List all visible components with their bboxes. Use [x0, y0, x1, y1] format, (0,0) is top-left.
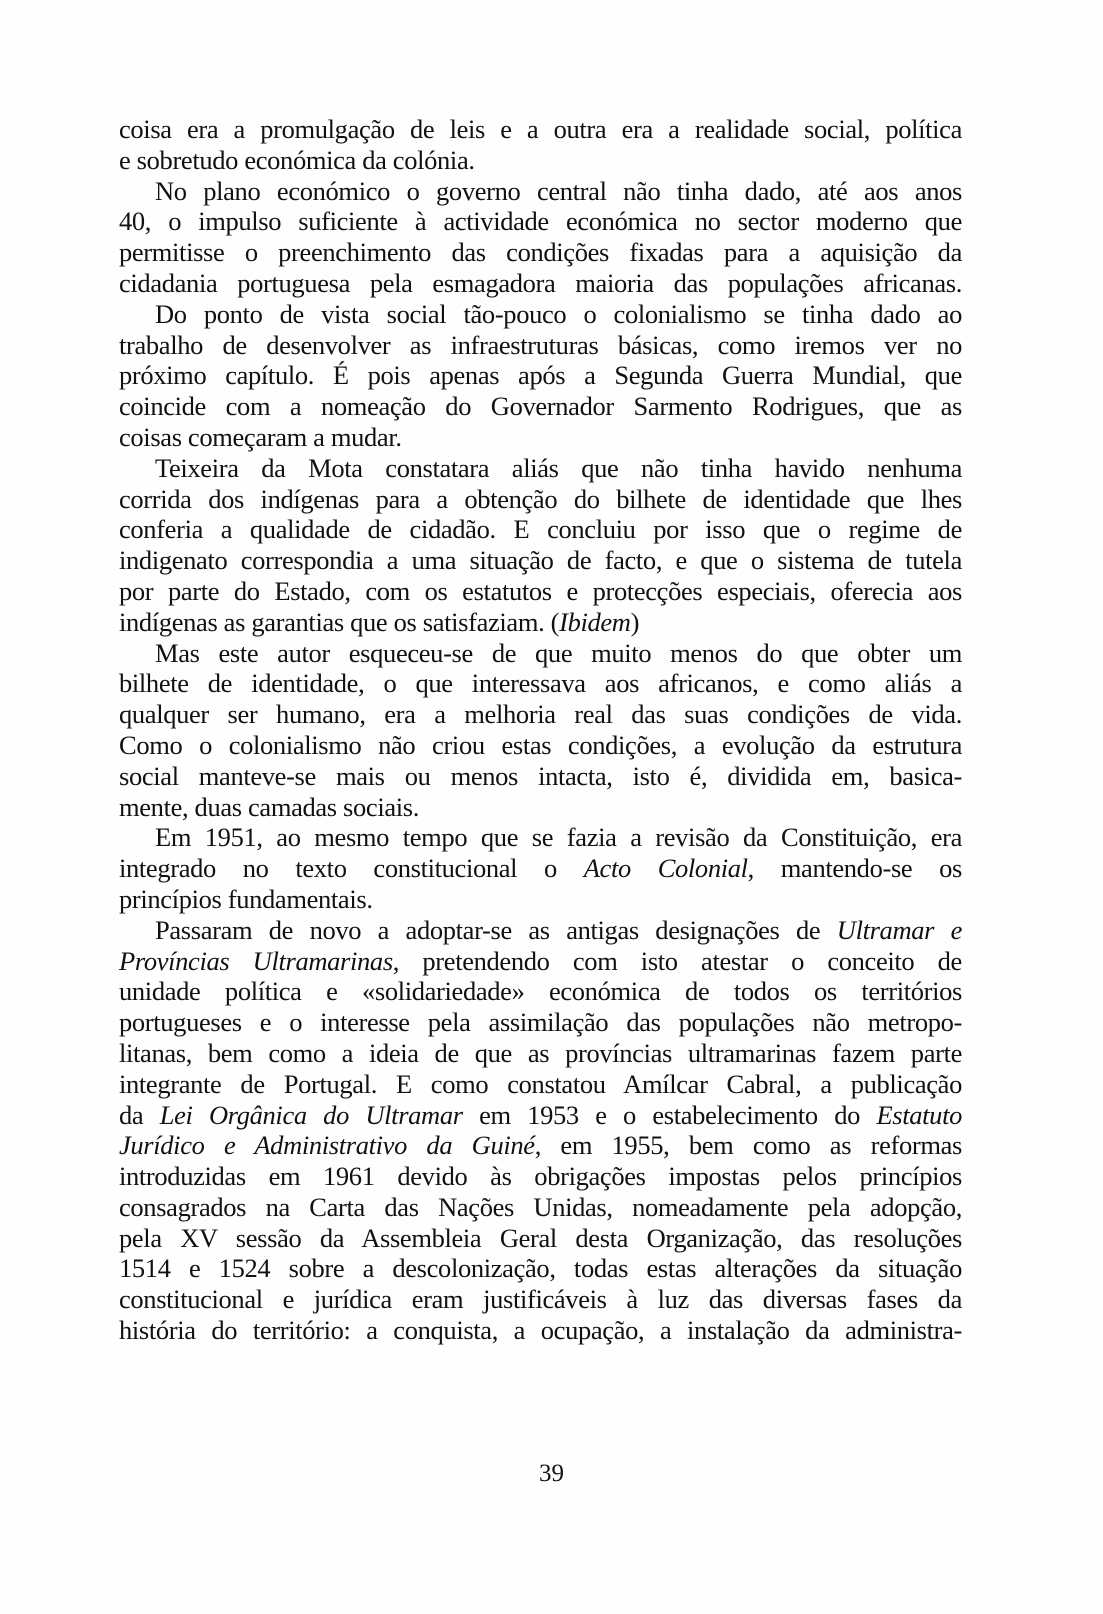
text-line: permitisse o preenchimento das condições fixadas para a aquisição da	[119, 237, 962, 268]
text-line: história do território: a conquista, a ocupação, a instalação da administra-	[119, 1315, 962, 1346]
text-line: e sobretudo económica da colónia.	[119, 144, 475, 175]
text-line: portugueses e o interesse pela assimilação das populações não metropo-	[119, 1007, 962, 1038]
text-line: princípios fundamentais.	[119, 883, 373, 914]
text-line: unidade política e «solidariedade» económica de todos os territórios	[119, 976, 962, 1007]
text-line: Em 1951, ao mesmo tempo que se fazia a revisão da Constituição, era	[155, 822, 962, 853]
text-line: Províncias Ultramarinas, pretendendo com isto atestar o conceito de	[119, 945, 962, 976]
text-line: No plano económico o governo central não tinha dado, até aos anos	[155, 175, 962, 206]
text-line: integrado no texto constitucional o Acto Colonial, mantendo-se os	[119, 853, 962, 884]
text-line: coisas começaram a mudar.	[119, 421, 402, 452]
text-line: coisa era a promulgação de leis e a outra era a realidade social, política	[119, 114, 962, 144]
text-line: por parte do Estado, com os estatutos e protecções especiais, oferecia aos	[119, 575, 962, 606]
text-line-with-citation: indígenas as garantias que os satisfaziam. (Ibidem)	[119, 606, 640, 637]
text-line: constitucional e jurídica eram justificáveis à luz das diversas fases da	[119, 1284, 962, 1315]
text-line: consagrados na Carta das Nações Unidas, nomeadamente pela adopção,	[119, 1191, 962, 1222]
text-line: litanas, bem como a ideia de que as províncias ultramarinas fazem parte	[119, 1037, 962, 1068]
text-line: coincide com a nomeação do Governador Sarmento Rodrigues, que as	[119, 391, 962, 422]
text-line: mente, duas camadas sociais.	[119, 791, 419, 822]
text-line: Mas este autor esqueceu-se de que muito menos do que obter um	[155, 637, 962, 668]
text-line: Teixeira da Mota constatara aliás que não tinha havido nenhuma	[155, 452, 962, 483]
text-line: 40, o impulso suficiente à actividade económica no sector moderno que	[119, 206, 962, 237]
text-line: Como o colonialismo não criou estas condições, a evolução da estrutura	[119, 729, 962, 760]
text-line: qualquer ser humano, era a melhoria real das suas condições de vida.	[119, 699, 962, 730]
text-line: cidadania portuguesa pela esmagadora maioria das populações africanas.	[119, 267, 962, 298]
text-line: trabalho de desenvolver as infraestruturas básicas, como iremos ver no	[119, 329, 962, 360]
text-line: indigenato correspondia a uma situação de facto, e que o sistema de tutela	[119, 545, 962, 576]
page-number: 39	[539, 1460, 564, 1487]
text-line: corrida dos indígenas para a obtenção do bilhete de identidade que lhes	[119, 483, 962, 514]
text-line: conferia a qualidade de cidadão. E concluiu por isso que o regime de	[119, 514, 962, 545]
text-line: pela XV sessão da Assembleia Geral desta Organização, das resoluções	[119, 1222, 962, 1253]
text-line: Do ponto de vista social tão-pouco o colonialismo se tinha dado ao	[155, 298, 962, 329]
text-line: Jurídico e Administrativo da Guiné, em 1955, bem como as reformas	[119, 1130, 962, 1161]
text-line: Passaram de novo a adoptar-se as antigas designações de Ultramar e	[155, 914, 963, 945]
text-line: próximo capítulo. É pois apenas após a Segunda Guerra Mundial, que	[119, 360, 962, 391]
text-line: 1514 e 1524 sobre a descolonização, todas estas alterações da situação	[119, 1253, 962, 1284]
text-line: integrante de Portugal. E como constatou Amílcar Cabral, a publicação	[119, 1068, 962, 1099]
text-line: da Lei Orgânica do Ultramar em 1953 e o estabelecimento do Estatuto	[119, 1099, 962, 1130]
text-line: bilhete de identidade, o que interessava aos africanos, e como aliás a	[119, 668, 962, 699]
text-line: social manteve-se mais ou menos intacta, isto é, dividida em, basica-	[119, 760, 962, 791]
text-line: introduzidas em 1961 devido às obrigações impostas pelos princípios	[119, 1161, 962, 1192]
body-text	[119, 114, 962, 1346]
